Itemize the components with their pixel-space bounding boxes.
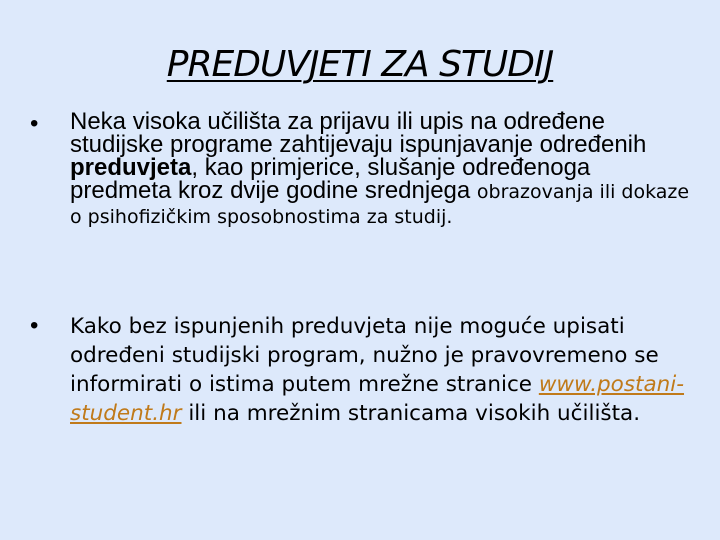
slide-title-text: PREDUVJETI ZA STUDIJ xyxy=(166,44,554,85)
bullet-1-part-3: obrazovanja ili dokaze o psihofizičkim sposobnostima za studij. xyxy=(70,181,690,228)
website-link[interactable]: www.postani-student.hr xyxy=(70,372,685,426)
bullet-1-part-2: , kao primjerice, slušanje određenoga predmeta kroz dvije godine srednjega xyxy=(70,154,591,204)
bullet-text-2 xyxy=(70,312,690,428)
bullet-marker: • xyxy=(30,110,39,137)
bullet-2-part-1: Kako bez ispunjenih preduvjeta nije moguće upisati određeni studijski program, nužno je pravovremeno se informirati o istima putem mrežne stranice xyxy=(70,314,659,397)
bullet-text-1 xyxy=(70,110,690,229)
bullet-1-bold-term: preduvjeta xyxy=(70,154,192,181)
bullet-marker: • xyxy=(30,312,39,339)
bullet-2-part-2: ili na mrežnim stranicama visokih učilišta. xyxy=(181,401,641,426)
slide-title xyxy=(0,44,720,85)
bullet-1-part-1: Neka visoka učilišta za prijavu ili upis na određene studijske programe zahtijevaju ispunjavanje određenih xyxy=(70,108,647,158)
